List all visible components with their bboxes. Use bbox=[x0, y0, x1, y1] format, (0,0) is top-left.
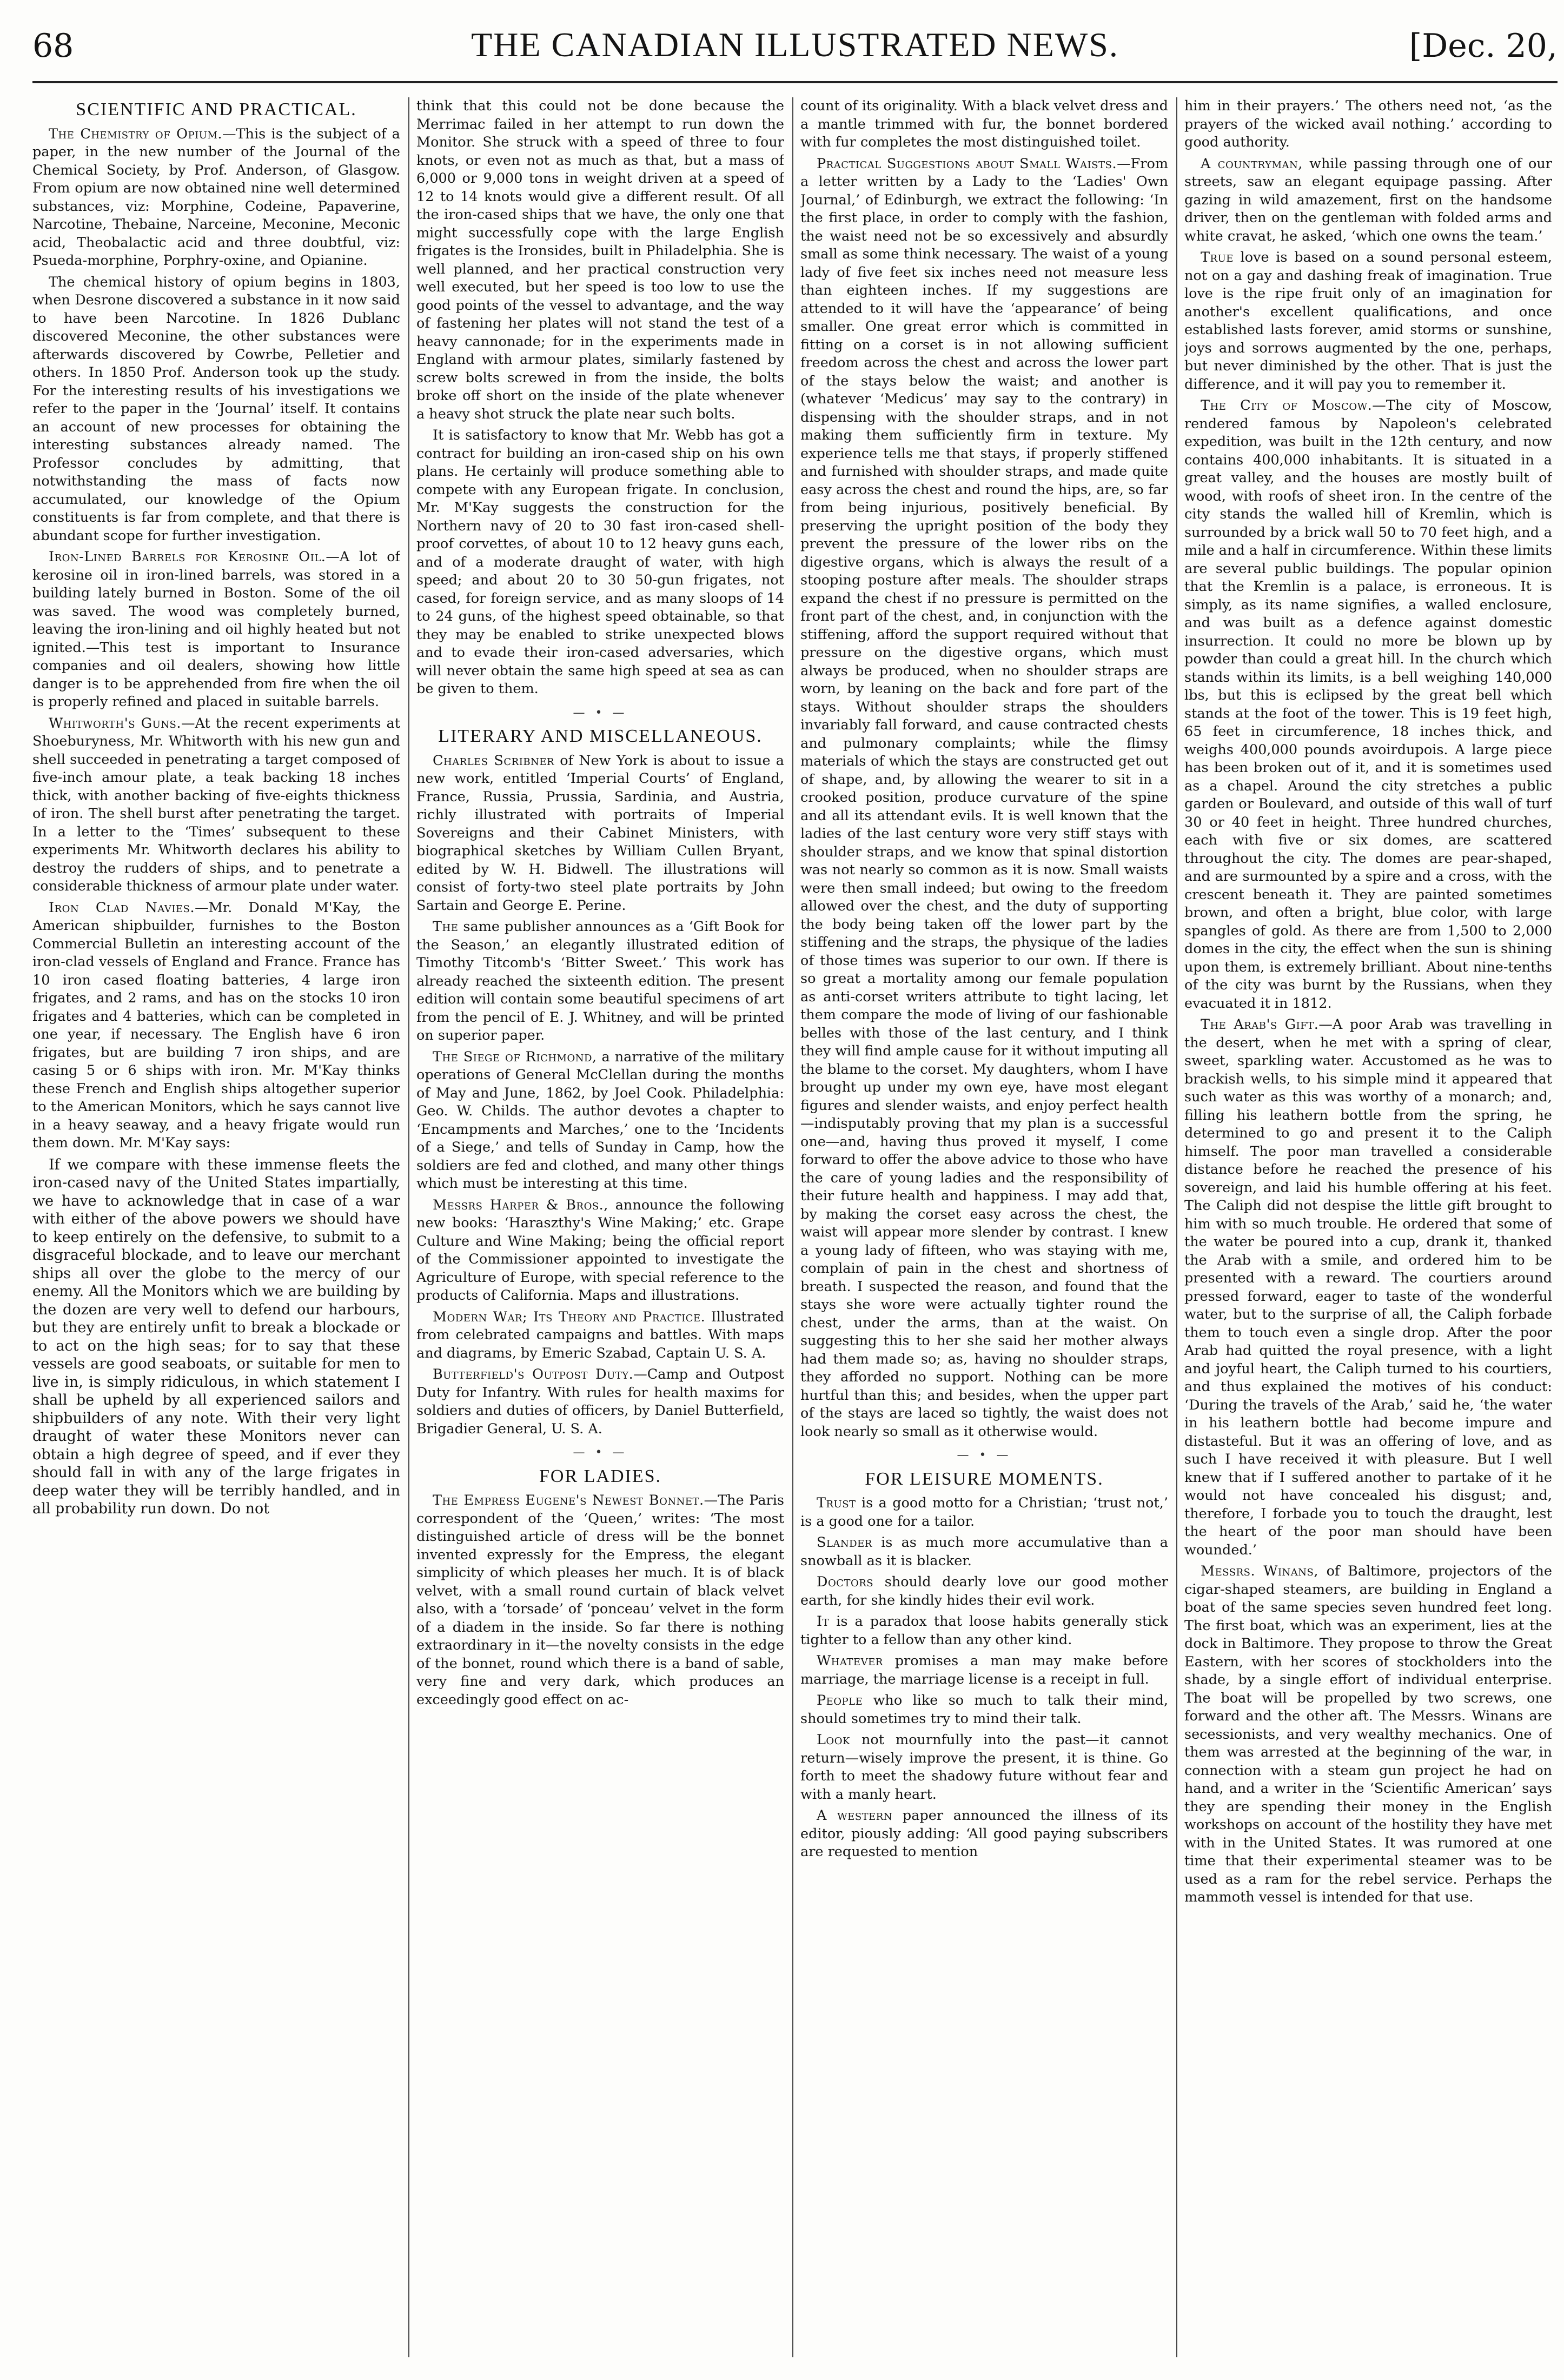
article-publisher bbox=[416, 918, 784, 1045]
article-body: —The Paris correspondent of the ‘Queen,’ writes: ‘The most distinguished article of dress will be the bonnet invented expressly for the Empress, the elegant simplicity of which pleases her much. It is of black velvet, with a small round curtain of black velvet also, with a ‘torsade’ of ‘ponceau’ velvet in the form of a diadem in the inside. So far there is nothing extraordinary in it—the novelty consists in the edge of the bonnet, round which there is a band of sable, very fine and very dark, which produces an exceedingly good effect on ac- bbox=[416, 1492, 784, 1708]
article-body: —This is the subject of a paper, in the new number of the Journal of the Chemical Society, by Prof. Anderson, of Glasgow. From opium are now obtained nine well determined substances, viz: Morphine, Codeine, Papaverine, Narcotine, Thebaine, Narceine, Meconine, Meconic acid, Theobalactic acid and three doubtful, viz: Psueda-morphine, Porphry-oxine, and Opianine. bbox=[32, 125, 400, 269]
item-body: love is based on a sound personal esteem, not on a gay and dashing freak of imagination. True love is the ripe fruit only of an imagination for another's excellent qualifications, and once established lasts forever, amid storms or sunshine, joys and sorrows augmented by the one, perhaps, but never diminished by the other. That is just the difference, and it will pay you to remember it. bbox=[1184, 249, 1552, 393]
item-lead: A countryman, bbox=[1201, 155, 1303, 172]
column-4 bbox=[1184, 97, 1552, 2363]
article-body: —A lot of kerosine oil in iron-lined barrels, was stored in a building lately burned in Boston. Some of the oil was saved. The wood was completely burned, leaving the iron-lining and oil highly heated but not ignited.—This test is important to Insurance companies and oil dealers, showing how little danger is to be apprehended from fire when the oil is properly refined and placed in suitable barrels. bbox=[32, 549, 400, 710]
item-continuation: him in their prayers.’ The others need not, ‘as the prayers of the wicked avail nothing.’ according to good authority. bbox=[1184, 98, 1552, 150]
item-lead: Whatever bbox=[817, 1653, 883, 1669]
section-divider: — • — bbox=[573, 1446, 628, 1459]
article-lead: Modern War; Its Theory and Practice. bbox=[433, 1308, 706, 1325]
item-body: paper announced the illness of its editor, piously adding: ‘All good paying subscribers are requested to mention bbox=[800, 1807, 1168, 1860]
article-small-waists bbox=[800, 155, 1168, 1441]
section-heading-literary: LITERARY AND MISCELLANEOUS. bbox=[438, 726, 763, 746]
item-marriage bbox=[800, 1652, 1168, 1688]
newspaper-page bbox=[32, 11, 1558, 2368]
item-doctors bbox=[800, 1573, 1168, 1610]
article-harper bbox=[416, 1196, 784, 1305]
article-scribner bbox=[416, 752, 784, 915]
item-lead: Slander bbox=[817, 1534, 872, 1551]
item-lead: Doctors bbox=[817, 1574, 874, 1590]
article-lead: The bbox=[433, 919, 459, 935]
article-winans bbox=[1184, 1563, 1552, 1907]
article-opium bbox=[32, 125, 400, 270]
item-body: is a good motto for a Christian; ‘trust not,’ is a good one for a tailor. bbox=[800, 1495, 1168, 1530]
item-slander bbox=[800, 1534, 1168, 1570]
item-body: is a paradox that loose habits generally stick tighter to a fellow than any other kind. bbox=[800, 1613, 1168, 1648]
item-lead: True bbox=[1201, 249, 1234, 265]
article-continuation: think that this could not be done because the Merrimac failed in her attempt to run down the Monitor. She struck with a speed of three to four knots, or even not as much as that, but a mass of 6,000 or 9,000 tons in weight driven at a speed of 12 to 14 knots would give a different result. Of all the iron-cased ships that we have, the only one that might successfully cope with the large English frigates is the Ironsides, built in Philadelphia. She is well planned, and her practical construction very well executed, but her speed is too low to use the good points of the vessel to advantage, and the way of fastening her plates will not stand the test of a heavy cannonade; for in the experiments made in England with armour plates, similarly fastened by screw bolts screwed in from the inside, the bolts broke off short on the inside of the plate whenever a heavy shot struck the plate near such bolts. bbox=[416, 98, 784, 422]
item-true-love bbox=[1184, 249, 1552, 394]
item-body: promises a man may make before marriage, the marriage license is a receipt in full. bbox=[800, 1653, 1168, 1687]
article-lead: The City of Moscow. bbox=[1201, 397, 1373, 414]
article-body: —Camp and Outpost Duty for Infantry. With rules for health maxims for soldiers and duties of officers, by Daniel Butterfield, Brigadier General, U. S. A. bbox=[416, 1366, 784, 1437]
article-lead: Practical Suggestions about Small Waists. bbox=[817, 155, 1117, 172]
item-people bbox=[800, 1692, 1168, 1728]
item-lead: People bbox=[817, 1692, 863, 1708]
item-countryman bbox=[1184, 155, 1552, 246]
article-bonnet bbox=[416, 1492, 784, 1709]
article-lead: The Siege of Richmond, bbox=[433, 1048, 597, 1065]
newspaper-title: THE CANADIAN ILLUSTRATED NEWS. bbox=[471, 25, 1119, 64]
article-body: same publisher announces as a ‘Gift Book for the Season,’ an elegantly illustrated edition of Timothy Titcomb's ‘Bitter Sweet.’ This work has already reached the sixteenth edition. The present edition will contain some beautiful specimens of art from the pencil of E. J. Whitney, and will be printed on superior paper. bbox=[416, 919, 784, 1043]
item-western bbox=[800, 1807, 1168, 1862]
article-body: —The city of Moscow, rendered famous by Napoleon's celebrated expedition, was built in the 12th century, and now contains 400,000 inhabitants. It is situated in a great valley, and the houses are mostly built of wood, with roofs of sheet iron. In the centre of the city stands the walled hill of Kremlin, which is surrounded by a brick wall 50 to 70 feet high, and a mile and a half in circumference. Within these limits are several public buildings. The popular opinion that the Kremlin is a palace, is erroneous. It is simply, as its name signifies, a walled enclosure, and was built as a defence against domestic insurrection. It could no more be blown up by powder than could a great hill. In the church which stands within its limits, is a bell weighing 140,000 lbs, but this is eclipsed by the great bell which stands at the foot of the tower. This is 19 feet high, 65 feet in circumference, 18 inches thick, and weighs 400,000 pounds avoirdupois. A large piece has been broken out of it, and it is sometimes used as a chapel. Around the city stretches a public garden or Boulevard, and outside of this wall of turf 30 or 40 feet in height. Three hundred churches, each with five or six domes, are scattered throughout the city. The domes are pear-shaped, and are surmounted by a spire and a cross, with the crescent beneath it. They are painted sometimes brown, and often a bright, blue color, with large spangles of gold. As there are from 1,500 to 2,000 domes in the city, the effect when the sun is shining upon them, is extremely brilliant. About nine-tenths of the city was burnt by the Russians, when they evacuated it in 1812. bbox=[1184, 397, 1552, 1012]
article-lead: Messrs. Winans, bbox=[1201, 1563, 1318, 1579]
article-lead: Butterfield's Outpost Duty. bbox=[433, 1366, 634, 1382]
article-body: —At the recent experiments at Shoeburyness, Mr. Whitworth with his new gun and shell succeeded in penetrating a target composed of five-inch amour plate, a teak backing 18 inches thick, with another backing of five-eights thickness of iron. The shell burst after penetrating the target. In a letter to the ‘Times’ subsequent to these experiments Mr. Whitworth declares his ability to destroy the rudders of ships, and to penetrate a considerable thickness of armour plate under water. bbox=[32, 715, 400, 894]
item-lead: It bbox=[817, 1613, 830, 1630]
article-moscow bbox=[1184, 397, 1552, 1013]
article-body: —Mr. Donald M'Kay, the American shipbuilder, furnishes to the Boston Commercial Bulletin an interesting account of the iron-clad vessels of England and France. France has 10 iron cased floating batteries, 4 large iron frigates, and 2 rams, and has on the stocks 10 iron frigates and 4 batteries, which can be completed in one year, if necessary. The English have 6 iron frigates, but are building 7 iron ships, and are casing 5 or 6 ships with iron. Mr. M'Kay thinks these French and English ships altogether superior to the American Monitors, which he says cannot live in a heavy seaway, and a heavy frigate would run them down. Mr. M'Kay says: bbox=[32, 899, 400, 1151]
item-lead: A western bbox=[817, 1807, 893, 1824]
item-lead: Look bbox=[817, 1732, 850, 1748]
section-divider: — • — bbox=[957, 1448, 1012, 1462]
article-lead: Iron Clad Navies. bbox=[49, 899, 195, 916]
article-body: of New York is about to issue a new work, entitled ‘Imperial Courts’ of England, France, Russia, Prussia, Sardinia, and Austria, richly illustrated with portraits of Imperial Sovereigns and their Cabinet Ministers, with biographical sketches by William Cullen Bryant, edited by W. H. Bidwell. The illustrations will consist of forty-two steel plate portraits by John Sartain and George E. Perine. bbox=[416, 752, 784, 914]
item-body: should dearly love our good mother earth, for she kindly hides their evil work. bbox=[800, 1574, 1168, 1608]
column-rule bbox=[1176, 97, 1177, 2357]
article-lead: The Empress Eugene's Newest Bonnet. bbox=[433, 1492, 704, 1508]
article-body: a narrative of the military operations of General McClellan during the months of May and June, 1862, by Joel Cook. Philadelphia: Geo. W. Childs. The author devotes a chapter to ‘Encampments and Marches,’ one to the ‘Incidents of a Siege,’ and tells of Sunday in Camp, how the soldiers are fed and clothed, and many other things which must be interesting at this time. bbox=[416, 1048, 784, 1192]
item-look bbox=[800, 1731, 1168, 1804]
article-arabs-gift bbox=[1184, 1016, 1552, 1559]
item-body: while passing through one of our streets, saw an elegant equipage passing. After gazing in wild amazement, first on the handsome driver, then on the gentleman with folded arms and white cravat, he asked, ‘which one owns the team.’ bbox=[1184, 155, 1552, 244]
section-heading-scientific: SCIENTIFIC AND PRACTICAL. bbox=[76, 99, 357, 119]
column-rule bbox=[792, 97, 793, 2357]
item-body: is as much more accumulative than a snowball as it is blacker. bbox=[800, 1534, 1168, 1569]
masthead bbox=[32, 11, 1558, 92]
article-lead: Charles Scribner bbox=[433, 752, 554, 769]
item-paradox bbox=[800, 1613, 1168, 1649]
article-modern-war bbox=[416, 1308, 784, 1363]
column-1 bbox=[32, 97, 400, 2363]
page-number: 68 bbox=[32, 27, 74, 65]
section-heading-ladies: FOR LADIES. bbox=[539, 1466, 662, 1486]
section-divider: — • — bbox=[573, 706, 628, 720]
article-siege bbox=[416, 1048, 784, 1193]
item-trust bbox=[800, 1494, 1168, 1531]
article-whitworth bbox=[32, 715, 400, 896]
article-body: —From a letter written by a Lady to the ‘Ladies' Own Journal,’ of Edinburgh, we extract the following: ‘In the first place, in order to comply with the fashion, the waist need not be so excessively and absurdly small as some think necessary. The waist of a young lady of five feet six inches need not measure less than eighteen inches. If my suggestions are attended to it will have the ‘appearance’ of being smaller. One great error which is committed in fitting on a corset is in not allowing sufficient freedom across the chest and across the lower part of the stays below the waist; and another is (whatever ‘Medicus’ may say to the contrary) in dispensing with the shoulder straps, and in not making them sufficiently firm in texture. My experience tells me that stays, if properly stiffened and furnished with shoulder straps, and made quite easy across the chest and round the hips, are, so far from being injurious, positively beneficial. By preserving the upright position of the body they prevent the pressure of the lower ribs on the digestive organs, which is always the result of a stooping posture after meals. The shoulder straps expand the chest if no pressure is permitted on the front part of the chest, and, in conjunction with the stiffening, afford the support required without that pressure on the digestive organs, which must always be produced, when no shoulder straps are worn, by leaning on the back and fore part of the stays. Without shoulder straps the shoulders invariably fall forward, and cause contracted chests and pulmonary complaints; while the flimsy materials of which the stays are constructed get out of shape, and, by allowing the wearer to sit in a crooked position, produce curvature of the spine and all its attendant evils. It is well known that the ladies of the last century wore very stiff stays with shoulder straps, and we know that spinal distortion was not nearly so common as it is now. Small waists were then small indeed; but owing to the freedom allowed over the chest, and the duty of supporting the body being taken off the lower part by the stiffening and the straps, the physique of the ladies of those times was superior to our own. If there is so great a mortality among our female population as anti-corset writers attribute to tight lacing, let them compare the mode of living of our fashionable belles with those of the last century, and I think they will find ample cause for it without imputing all the blame to the corset. My daughters, whom I have brought up under my own eye, have most elegant figures and slender waists, and enjoy perfect health—indisputably proving that my plan is a successful one—and, having thus proved it myself, I come forward to offer the above advice to those who have the care of young ladies and the responsibility of their future health and happiness. I may add that, by making the corset easy across the chest, the waist will appear more slender by contrast. I knew a young lady of fifteen, who was staying with me, complain of pain in the chest and shortness of breath. I suspected the reason, and found that the stays she wore were actually tighter round the chest, under the arms, than at the waist. On suggesting this to her she said her mother always had them made so; as, having no shoulder straps, they afforded no support. Nothing can be more hurtful than this; and besides, when the upper part of the stays are laced so tightly, the waist does not look nearly so small as it otherwise would. bbox=[800, 155, 1168, 1440]
article-butterfield bbox=[416, 1366, 784, 1438]
item-body: who like so much to talk their mind, should sometimes try to mind their talk. bbox=[800, 1692, 1168, 1727]
article-lead: The Chemistry of Opium. bbox=[49, 125, 223, 142]
article-body: of Baltimore, projectors of the cigar-shaped steamers, are building in England a boat of the same species seven hundred feet long. The first boat, which was an experiment, lies at the dock in Baltimore. They propose to throw the Great Eastern, with her scores of stockholders into the shade, by a single effort of individual enterprise. The boat will be propelled by two screws, one forward and the other aft. The Messrs. Winans are secessionists, and very wealthy mechanics. One of them was arrested at the beginning of the war, in connection with a steam gun project he had on hand, and a writer in the ‘Scientific American’ says they are spending their money in the English workshops on account of the hostility they have met with in the United States. It was rumored at one time that their experimental steamer was to be used as a ram for the rebel service. Perhaps the mammoth vessel is intended for that use. bbox=[1184, 1563, 1552, 1905]
article-quote: If we compare with these immense fleets the iron-cased navy of the United States impartially, we have to acknowledge that in case of a war with either of the above powers we should have to keep entirely on the defensive, to submit to a disgraceful blockade, and to leave our merchant ships all over the globe to the mercy of our enemy. All the Monitors which we are building by the dozen are very well to defend our harbours, but they are entirely unfit to break a blockade or to act on the high seas; for to say that these vessels are good seaboats, or suitable for men to live in, is simply ridiculous, in which statement I shall be upheld by all experienced sailors and shipbuilders of any note. With their very light draught of water these Monitors never can obtain a high degree of speed, and if ever they should fall in with any of the large frigates in deep water they will be terribly handled, and in all probability run down. Do not bbox=[32, 1156, 400, 1517]
item-lead: Trust bbox=[817, 1495, 856, 1511]
column-rule bbox=[408, 97, 409, 2357]
article-lead: The Arab's Gift. bbox=[1201, 1016, 1319, 1033]
column-3 bbox=[800, 97, 1168, 2363]
issue-date: [Dec. 20, bbox=[1409, 27, 1558, 65]
section-heading-leisure: FOR LEISURE MOMENTS. bbox=[865, 1468, 1104, 1489]
article-lead: Messrs Harper & Bros., bbox=[433, 1196, 608, 1213]
article-body: Illustrated from celebrated campaigns and battles. With maps and diagrams, by Emeric Szabad, Captain U. S. A. bbox=[416, 1308, 784, 1361]
article-body: announce the following new books: ‘Haraszthy's Wine Making;’ etc. Grape Culture and Wine Making; being the official report of the Commissioner appointed to investigate the Agriculture of Europe, with special reference to the products of California. Maps and illustrations. bbox=[416, 1196, 784, 1304]
article-iron-barrels bbox=[32, 548, 400, 712]
article-body: It is satisfactory to know that Mr. Webb has got a contract for building an iron-cased ship on his own plans. He certainly will produce something able to compete with any European frigate. In conclusion, Mr. M'Kay suggests the construction for the Northern navy of 20 to 30 fast iron-cased shell-proof corvettes, of about 10 to 12 heavy guns each, and of a moderate draught of water, with high speed; and about 20 to 30 50-gun frigates, not cased, for foreign service, and as many sloops of 14 to 24 guns, of the highest speed obtainable, so that they may be enabled to strike unexpected blows and to evade their iron-cased adversaries, which will never obtain the same high speed at sea as can be given to them. bbox=[416, 427, 784, 697]
article-ironclad bbox=[32, 899, 400, 1153]
article-lead: Iron-Lined Barrels for Kerosine Oil. bbox=[49, 549, 326, 565]
article-lead: Whitworth's Guns. bbox=[49, 715, 181, 732]
masthead-rule bbox=[32, 81, 1558, 83]
item-body: not mournfully into the past—it cannot return—wisely improve the present, it is thine. Go forth to meet the shadowy future without fear and with a manly heart. bbox=[800, 1732, 1168, 1803]
article-continuation: count of its originality. With a black velvet dress and a mantle trimmed with fur, the bonnet bordered with fur completes the most distinguished toilet. bbox=[800, 98, 1168, 150]
column-2 bbox=[416, 97, 784, 2363]
article-body: —A poor Arab was travelling in the desert, when he met with a spring of clear, sweet, sparkling water. Accustomed as he was to brackish wells, to his simple mind it appeared that such water as this was worthy of a monarch; and, filling his leathern bottle from the spring, he determined to go and present it to the Caliph himself. The poor man travelled a considerable distance before he reached the presence of his sovereign, and laid his humble offering at his feet. The Caliph did not despise the little gift brought to him with so much trouble. He ordered that some of the water be poured into a cup, drank it, thanked the Arab with a smile, and ordered him to be presented with a reward. The courtiers around pressed forward, eager to taste of the wonderful water, but to the surprise of all, the Caliph forbade them to touch even a single drop. After the poor Arab had quitted the royal presence, with a light and joyful heart, the Caliph turned to his courtiers, and thus explained the motives of his conduct: ‘During the travels of the Arab,’ said he, ‘the water in his leathern bottle had become impure and distasteful. But it was an offering of love, and as such I have received it with pleasure. But I well knew that if I suffered another to partake of it he would not have concealed his disgust; and, therefore, I forbade you to touch the draught, lest the heart of the poor man should have been wounded.’ bbox=[1184, 1016, 1552, 1558]
article-body: The chemical history of opium begins in 1803, when Desrone discovered a substance in it now said to have been Narcotine. In 1826 Dublanc discovered Meconine, the other substances were afterwards discovered by Cowrbe, Pelletier and others. In 1850 Prof. Anderson took up the study. For the interesting results of his investigations we refer to the paper in the ‘Journal’ itself. It contains an account of new processes for obtaining the interesting substances already named. The Professor concludes by admitting, that notwithstanding the mass of facts now accumulated, our knowledge of the Opium constituents is far from complete, and that there is abundant scope for further investigation. bbox=[32, 274, 400, 544]
